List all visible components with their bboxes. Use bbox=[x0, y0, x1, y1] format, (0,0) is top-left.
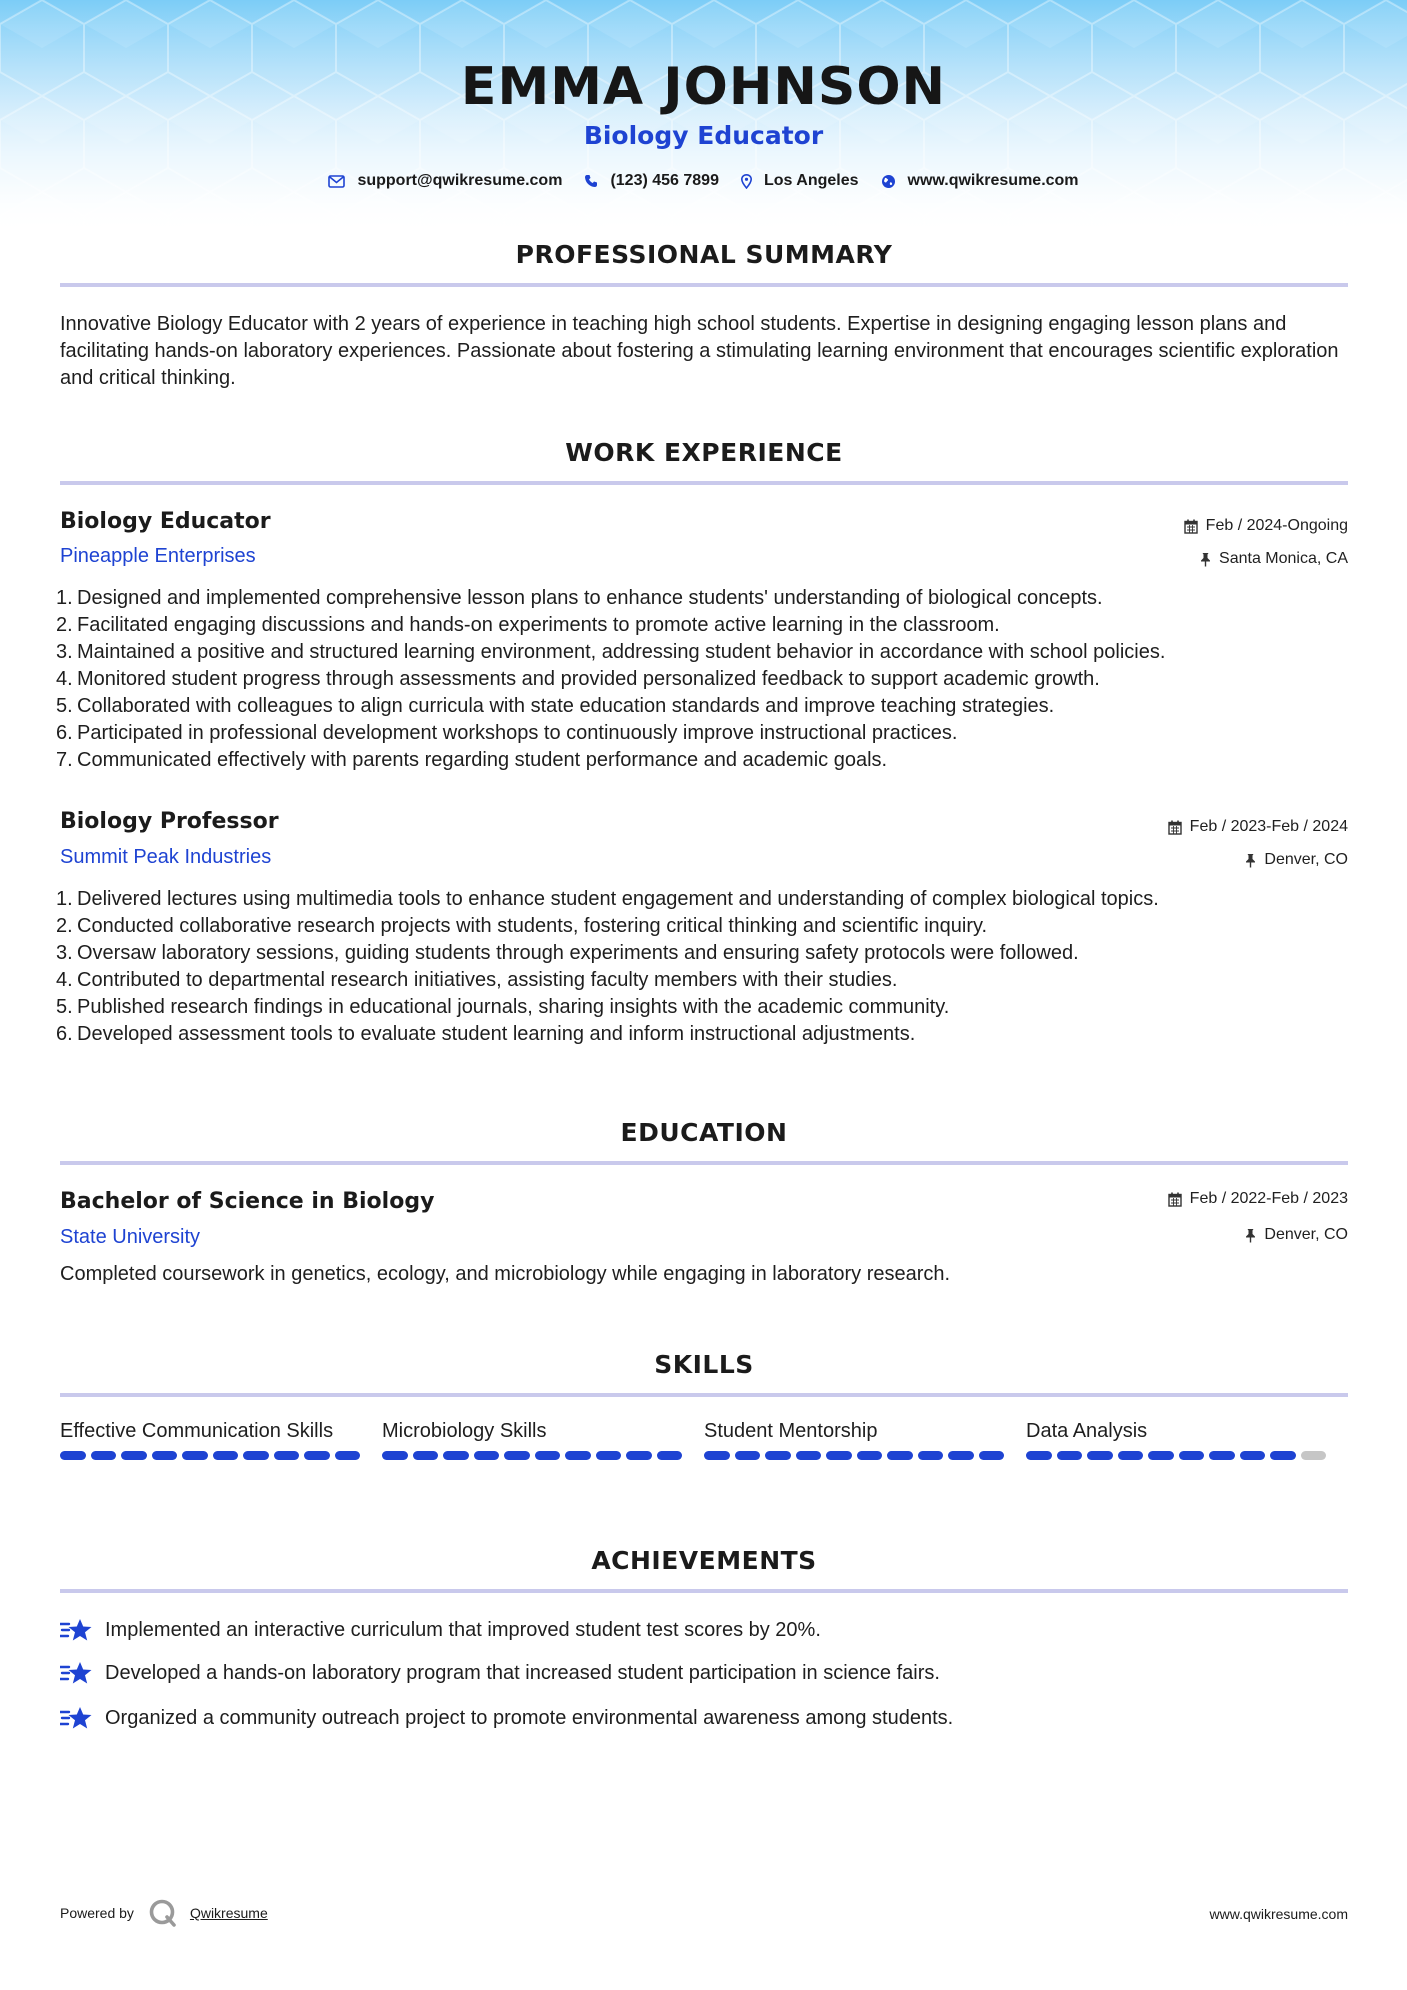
section-divider bbox=[60, 1589, 1348, 1593]
achievements-heading: ACHIEVEMENTS bbox=[591, 1546, 817, 1575]
skill-segment-filled bbox=[243, 1451, 269, 1460]
skill-segment-filled bbox=[504, 1451, 530, 1460]
qwikresume-logo-icon bbox=[148, 1898, 178, 1928]
skill-item bbox=[60, 1418, 382, 1460]
list-item: 1. Designed and implemented comprehensive lesson plans to enhance students' understanding of biological concepts. bbox=[56, 587, 1103, 609]
list-item: 3. Oversaw laboratory sessions, guiding students through experiments and ensuring safety protocols were followed. bbox=[56, 942, 1079, 964]
skill-level-bar bbox=[704, 1451, 1004, 1460]
job-dates-text: Feb / 2023-Feb / 2024 bbox=[1189, 818, 1348, 835]
section-divider bbox=[60, 283, 1348, 287]
skill-name: Effective Communication Skills bbox=[60, 1420, 334, 1442]
envelope-icon bbox=[328, 175, 345, 188]
job-location-text: Denver, CO bbox=[1264, 851, 1348, 868]
section-divider bbox=[60, 1161, 1348, 1165]
skill-segment-filled bbox=[182, 1451, 208, 1460]
experience-heading: WORK EXPERIENCE bbox=[565, 438, 843, 467]
education-dates bbox=[1168, 1190, 1348, 1208]
skill-segment-filled bbox=[1179, 1451, 1205, 1460]
skill-segment-filled bbox=[60, 1451, 86, 1460]
skill-level-bar bbox=[1026, 1451, 1326, 1460]
skill-segment-filled bbox=[857, 1451, 883, 1460]
job-location bbox=[1245, 851, 1348, 869]
skill-segment-filled bbox=[474, 1451, 500, 1460]
skill-segment-filled bbox=[918, 1451, 944, 1460]
contact-bar bbox=[0, 172, 1407, 190]
job-title: Biology Professor bbox=[60, 809, 279, 834]
company-name: Pineapple Enterprises bbox=[60, 545, 256, 567]
list-item: 2. Conducted collaborative research projects with students, fostering critical thinking and scientific inquiry. bbox=[56, 915, 988, 937]
list-item: 5. Published research findings in educational journals, sharing insights with the academic community. bbox=[56, 996, 950, 1018]
list-item: 6. Developed assessment tools to evaluate student learning and inform instructional adjustments. bbox=[56, 1023, 916, 1045]
candidate-role: Biology Educator bbox=[583, 121, 824, 150]
star-icon bbox=[60, 1660, 93, 1686]
summary-text: Innovative Biology Educator with 2 years of experience in teaching high school students. Expertise in designing engaging lesson plans and facilitating hands-on laboratory experiences. Passionate about fostering a stimulating learning environment that encourages scientific exploration and critical thinking. bbox=[60, 313, 1339, 389]
degree-title: Bachelor of Science in Biology bbox=[60, 1189, 435, 1214]
pushpin-icon bbox=[1245, 1228, 1256, 1243]
skill-segment-filled bbox=[948, 1451, 974, 1460]
skill-segment-filled bbox=[735, 1451, 761, 1460]
contact-website[interactable] bbox=[881, 172, 1079, 190]
skill-segment-filled bbox=[887, 1451, 913, 1460]
skill-segment-filled bbox=[213, 1451, 239, 1460]
phone-icon bbox=[584, 174, 598, 188]
skill-segment-filled bbox=[1240, 1451, 1266, 1460]
list-item: 1. Delivered lectures using multimedia tools to enhance student engagement and understanding of complex biological topics. bbox=[56, 888, 1159, 910]
achievement-item bbox=[60, 1617, 1348, 1643]
job-title: Biology Educator bbox=[60, 509, 271, 534]
achievement-item bbox=[60, 1705, 1348, 1731]
skill-item bbox=[382, 1418, 704, 1460]
skill-name: Microbiology Skills bbox=[382, 1420, 547, 1442]
brand-link[interactable]: Qwikresume bbox=[189, 1905, 268, 1921]
skill-segment-filled bbox=[596, 1451, 622, 1460]
skill-segment-empty bbox=[1301, 1451, 1327, 1460]
phone-text: (123) 456 7899 bbox=[610, 172, 719, 189]
skill-segment-filled bbox=[704, 1451, 730, 1460]
skill-segment-filled bbox=[565, 1451, 591, 1460]
star-icon bbox=[60, 1617, 93, 1643]
summary-heading: PROFESSIONAL SUMMARY bbox=[515, 240, 893, 269]
skill-segment-filled bbox=[1026, 1451, 1052, 1460]
job-dates-text: Feb / 2024-Ongoing bbox=[1205, 517, 1348, 534]
skills-heading: SKILLS bbox=[654, 1350, 754, 1379]
contact-location bbox=[741, 172, 859, 190]
skill-segment-filled bbox=[1270, 1451, 1296, 1460]
job-bullets bbox=[56, 886, 1356, 1048]
skill-segment-filled bbox=[413, 1451, 439, 1460]
resume-header bbox=[0, 56, 1407, 152]
skill-name: Student Mentorship bbox=[704, 1420, 878, 1442]
skill-segment-filled bbox=[796, 1451, 822, 1460]
skill-segment-filled bbox=[765, 1451, 791, 1460]
skill-segment-filled bbox=[626, 1451, 652, 1460]
skill-item bbox=[704, 1418, 1026, 1460]
calendar-icon bbox=[1184, 519, 1198, 534]
skill-item bbox=[1026, 1418, 1348, 1460]
skill-segment-filled bbox=[979, 1451, 1005, 1460]
skill-segment-filled bbox=[304, 1451, 330, 1460]
list-item: 2. Facilitated engaging discussions and hands-on experiments to promote active learning in the classroom. bbox=[56, 614, 1000, 636]
skill-segment-filled bbox=[657, 1451, 683, 1460]
achievement-item bbox=[60, 1660, 1348, 1686]
education-dates-text: Feb / 2022-Feb / 2023 bbox=[1189, 1190, 1348, 1207]
education-heading: EDUCATION bbox=[620, 1118, 788, 1147]
skill-level-bar bbox=[60, 1451, 360, 1460]
job-dates bbox=[1184, 517, 1348, 535]
list-item: 3. Maintained a positive and structured learning environment, addressing student behavior in accordance with school policies. bbox=[56, 641, 1166, 663]
list-item: 4. Monitored student progress through assessments and provided personalized feedback to support academic growth. bbox=[56, 668, 1100, 690]
map-pin-icon bbox=[741, 174, 752, 189]
skill-segment-filled bbox=[535, 1451, 561, 1460]
company-name: Summit Peak Industries bbox=[60, 846, 272, 868]
job-location-text: Santa Monica, CA bbox=[1219, 550, 1348, 567]
calendar-icon bbox=[1168, 820, 1182, 835]
skill-segment-filled bbox=[121, 1451, 147, 1460]
job-bullets bbox=[56, 585, 1356, 774]
email-text: support@qwikresume.com bbox=[357, 172, 563, 189]
list-item: 4. Contributed to departmental research initiatives, assisting faculty members with their studies. bbox=[56, 969, 898, 991]
pushpin-icon bbox=[1200, 552, 1211, 567]
skill-segment-filled bbox=[826, 1451, 852, 1460]
list-item: 5. Collaborated with colleagues to align curricula with state education standards and improve teaching strategies. bbox=[56, 695, 1055, 717]
powered-by-label: Powered by bbox=[60, 1905, 134, 1921]
pushpin-icon bbox=[1245, 853, 1256, 868]
skill-segment-filled bbox=[1087, 1451, 1113, 1460]
globe-icon bbox=[881, 174, 896, 189]
candidate-name: EMMA JOHNSON bbox=[460, 57, 947, 117]
skill-segment-filled bbox=[91, 1451, 117, 1460]
skill-segment-filled bbox=[1209, 1451, 1235, 1460]
website-text: www.qwikresume.com bbox=[907, 172, 1079, 189]
school-name: State University bbox=[60, 1226, 201, 1248]
education-location bbox=[1245, 1226, 1348, 1244]
education-description: Completed coursework in genetics, ecology, and microbiology while engaging in laboratory research. bbox=[60, 1263, 951, 1285]
education-location-text: Denver, CO bbox=[1264, 1226, 1348, 1243]
job-dates bbox=[1168, 818, 1348, 836]
achievement-text: Organized a community outreach project to promote environmental awareness among students. bbox=[105, 1706, 954, 1729]
section-divider bbox=[60, 481, 1348, 485]
skill-segment-filled bbox=[152, 1451, 178, 1460]
contact-phone[interactable] bbox=[584, 172, 719, 190]
contact-email[interactable] bbox=[328, 172, 562, 190]
skill-segment-filled bbox=[1057, 1451, 1083, 1460]
achievement-text: Developed a hands-on laboratory program that increased student participation in science fairs. bbox=[105, 1661, 940, 1684]
skill-segment-filled bbox=[1148, 1451, 1174, 1460]
skill-segment-filled bbox=[382, 1451, 408, 1460]
skill-segment-filled bbox=[443, 1451, 469, 1460]
skills-grid bbox=[60, 1418, 1348, 1460]
location-text: Los Angeles bbox=[763, 172, 859, 189]
achievement-text: Implemented an interactive curriculum that improved student test scores by 20%. bbox=[105, 1618, 821, 1641]
job-location bbox=[1200, 550, 1348, 568]
footer-website[interactable]: www.qwikresume.com bbox=[1209, 1906, 1348, 1922]
skill-segment-filled bbox=[335, 1451, 361, 1460]
list-item: 7. Communicated effectively with parents regarding student performance and academic goals. bbox=[56, 749, 888, 771]
skill-name: Data Analysis bbox=[1026, 1420, 1148, 1442]
star-icon bbox=[60, 1705, 93, 1731]
skill-segment-filled bbox=[1118, 1451, 1144, 1460]
calendar-icon bbox=[1168, 1192, 1182, 1207]
section-divider bbox=[60, 1393, 1348, 1397]
footer-branding bbox=[60, 1898, 268, 1928]
skill-level-bar bbox=[382, 1451, 682, 1460]
list-item: 6. Participated in professional development workshops to continuously improve instructional practices. bbox=[56, 722, 958, 744]
skill-segment-filled bbox=[274, 1451, 300, 1460]
